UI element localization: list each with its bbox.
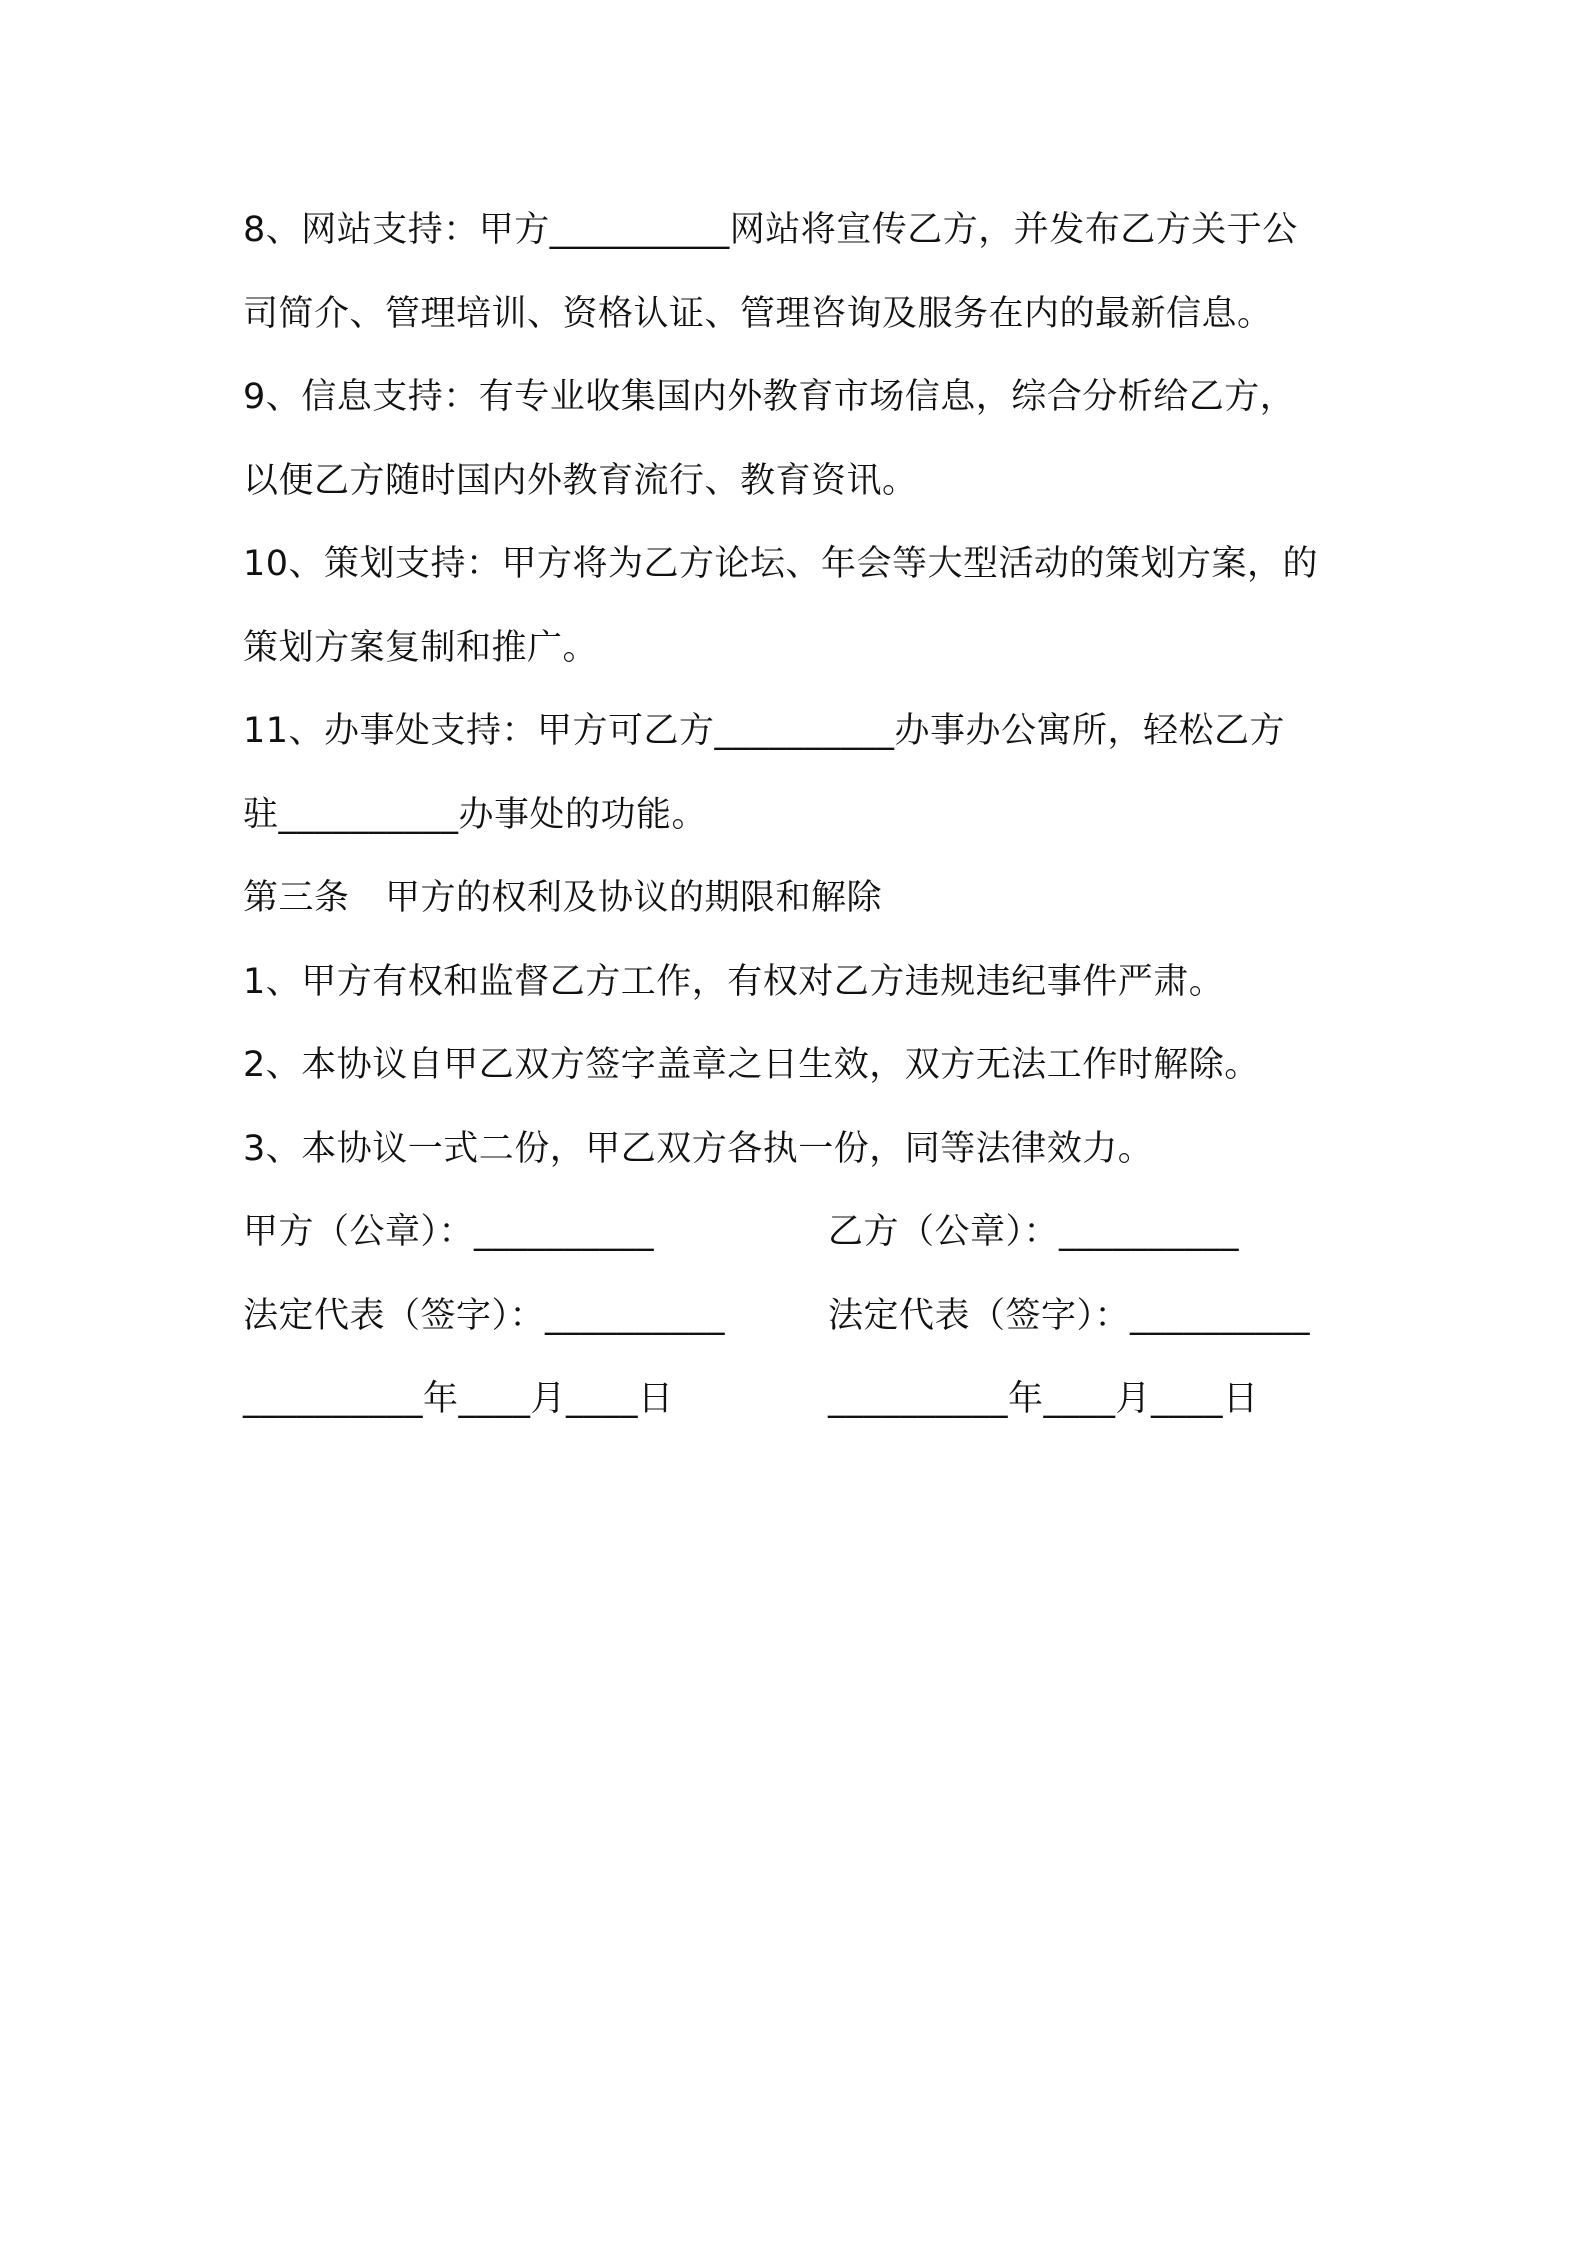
party-a-date: __________年____月____日 [243, 1379, 674, 1419]
party-a-seal: 甲方（公章）：__________ [243, 1212, 655, 1252]
paragraph-line: 8、网站支持：甲方__________网站将宣传乙方，并发布乙方关于公 [243, 210, 1298, 250]
paragraph-line: 以便乙方随时国内外教育流行、教育资讯。 [243, 461, 918, 501]
paragraph-line: 驻__________办事处的功能。 [243, 795, 708, 835]
party-b-date: __________年____月____日 [828, 1379, 1259, 1419]
party-b-representative: 法定代表（签字）：__________ [828, 1296, 1311, 1336]
paragraph-line: 司简介、管理培训、资格认证、管理咨询及服务在内的最新信息。 [243, 294, 1273, 334]
paragraph-line: 11、办事处支持：甲方可乙方__________办事办公寓所，轻松乙方 [243, 711, 1286, 751]
party-b-seal: 乙方（公章）：__________ [828, 1212, 1240, 1252]
paragraph-line: 10、策划支持：甲方将为乙方论坛、年会等大型活动的策划方案，的 [243, 544, 1319, 584]
section-heading: 第三条 甲方的权利及协议的期限和解除 [243, 878, 883, 918]
paragraph-line: 9、信息支持：有专业收集国内外教育市场信息，综合分析给乙方， [243, 377, 1296, 417]
paragraph-line: 1、甲方有权和监督乙方工作，有权对乙方违规违纪事件严肃。 [243, 962, 1225, 1002]
paragraph-line: 2、本协议自甲乙双方签字盖章之日生效，双方无法工作时解除。 [243, 1045, 1260, 1085]
paragraph-line: 策划方案复制和推广。 [243, 628, 599, 668]
party-a-representative: 法定代表（签字）：__________ [243, 1296, 726, 1336]
paragraph-line: 3、本协议一式二份，甲乙双方各执一份，同等法律效力。 [243, 1129, 1154, 1169]
